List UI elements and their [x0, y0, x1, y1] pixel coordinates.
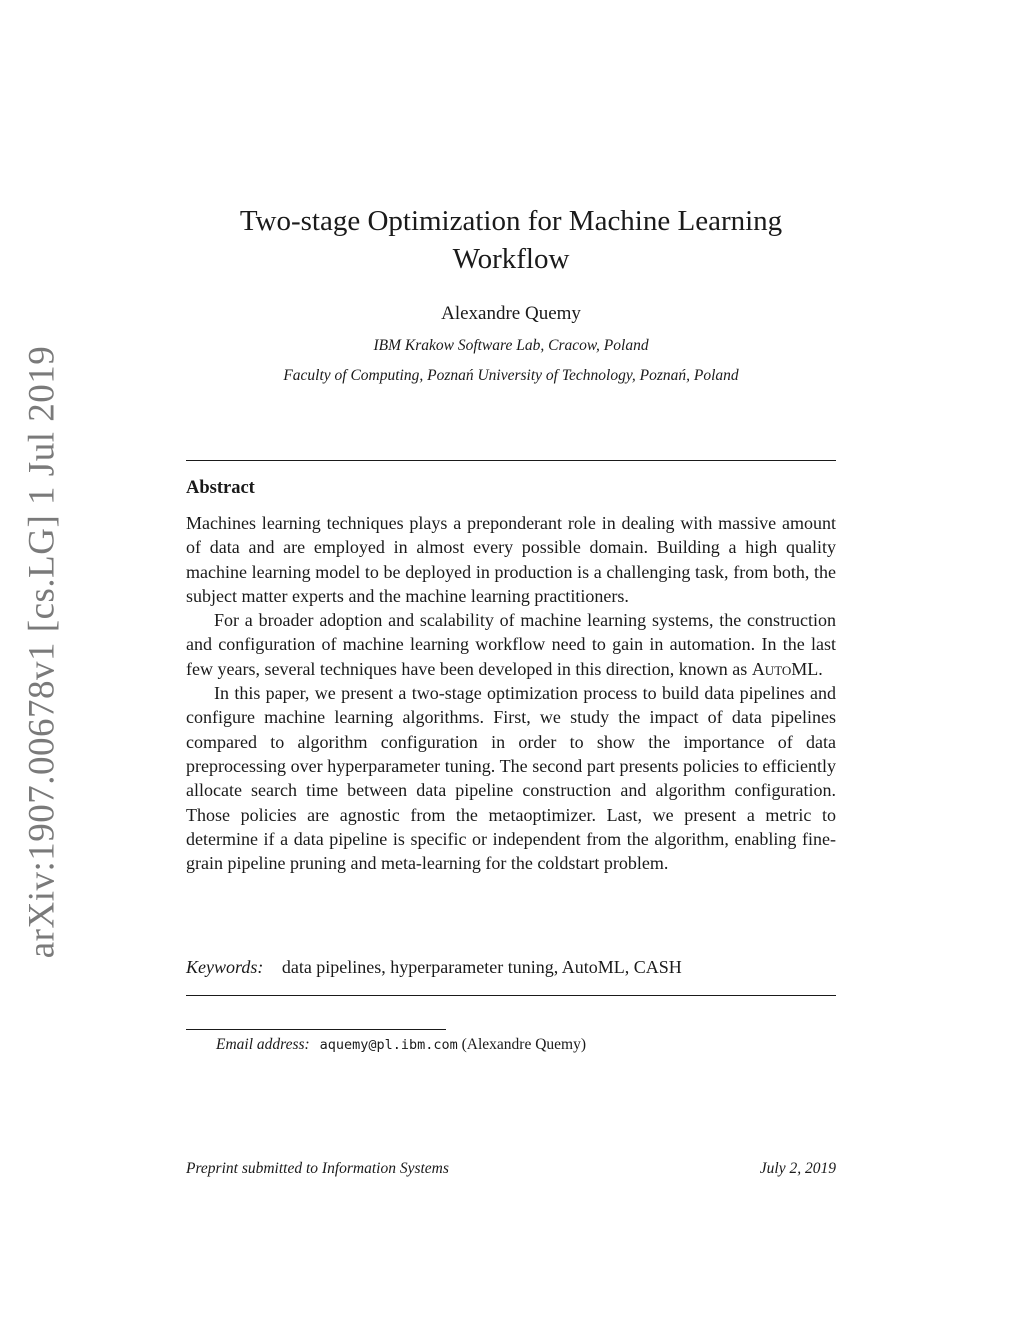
affiliation-1: IBM Krakow Software Lab, Cracow, Poland — [373, 337, 649, 354]
preprint-date: July 2, 2019 — [759, 1160, 836, 1177]
affiliation-2: Faculty of Computing, Poznań University of Technology, Poznań, Poland — [283, 367, 739, 384]
paper-title — [186, 202, 836, 278]
email-label: Email address: — [216, 1036, 310, 1053]
footnote-rule — [186, 1029, 446, 1030]
author-name: Alexandre Quemy — [441, 303, 581, 324]
abstract-paragraph-1: Machines learning techniques plays a preponderant role in dealing with massive amount of data and are employed in almost every possible domain. Building a high quality machine learning model to be deployed in production is a challenging task, from both, the subject matter experts and the machine learning practitioners. — [186, 513, 836, 606]
abstract-paragraph-3: In this paper, we present a two-stage optimization process to build data pipelines and configure machine learning algorithms. First, we study the impact of data pipelines compared to algorithm configuration in order to show the importance of data preprocessing over hyperparameter tuning. The second part presents policies to efficiently allocate search time between data pipeline construction and algorithm configuration. Those policies are agnostic from the metaoptimizer. Last, we present a metric to determine if a data pipeline is specific or independent from the algorithm, enabling fine-grain pipeline pruning and meta-learning for the coldstart problem. — [186, 683, 836, 874]
abstract-bottom-rule — [186, 995, 836, 996]
preprint-notice: Preprint submitted to Information Systems — [186, 1160, 449, 1177]
title-line-2: Workflow — [452, 243, 570, 275]
title-line-1: Two-stage Optimization for Machine Learning — [239, 205, 783, 237]
abstract-paragraph-2-end: . — [818, 658, 823, 679]
email-owner: (Alexandre Quemy) — [461, 1036, 587, 1053]
abstract-top-rule — [186, 460, 836, 461]
abstract-body — [186, 511, 836, 875]
abstract-paragraph-2-text: For a broader adoption and scalability of machine learning systems, the construction and configuration of machine learning workflow need to gain in automation. In the last few years, several techniques have been developed in this direction, known as — [186, 610, 836, 679]
abstract-heading: Abstract — [186, 478, 255, 498]
abstract-paragraph-2 — [186, 608, 836, 681]
email-address-link[interactable]: aquemy@pl.ibm.com — [319, 1037, 458, 1053]
arxiv-identifier-stamp[interactable]: arXiv:1907.00678v1 [cs.LG] 1 Jul 2019 — [21, 345, 63, 959]
keywords-label: Keywords: — [186, 957, 264, 977]
automl-term: AutoML — [751, 658, 819, 679]
email-footnote — [216, 1036, 586, 1054]
keywords-value: data pipelines, hyperparameter tuning, AutoML, CASH — [281, 957, 682, 977]
keywords-line — [186, 957, 836, 978]
